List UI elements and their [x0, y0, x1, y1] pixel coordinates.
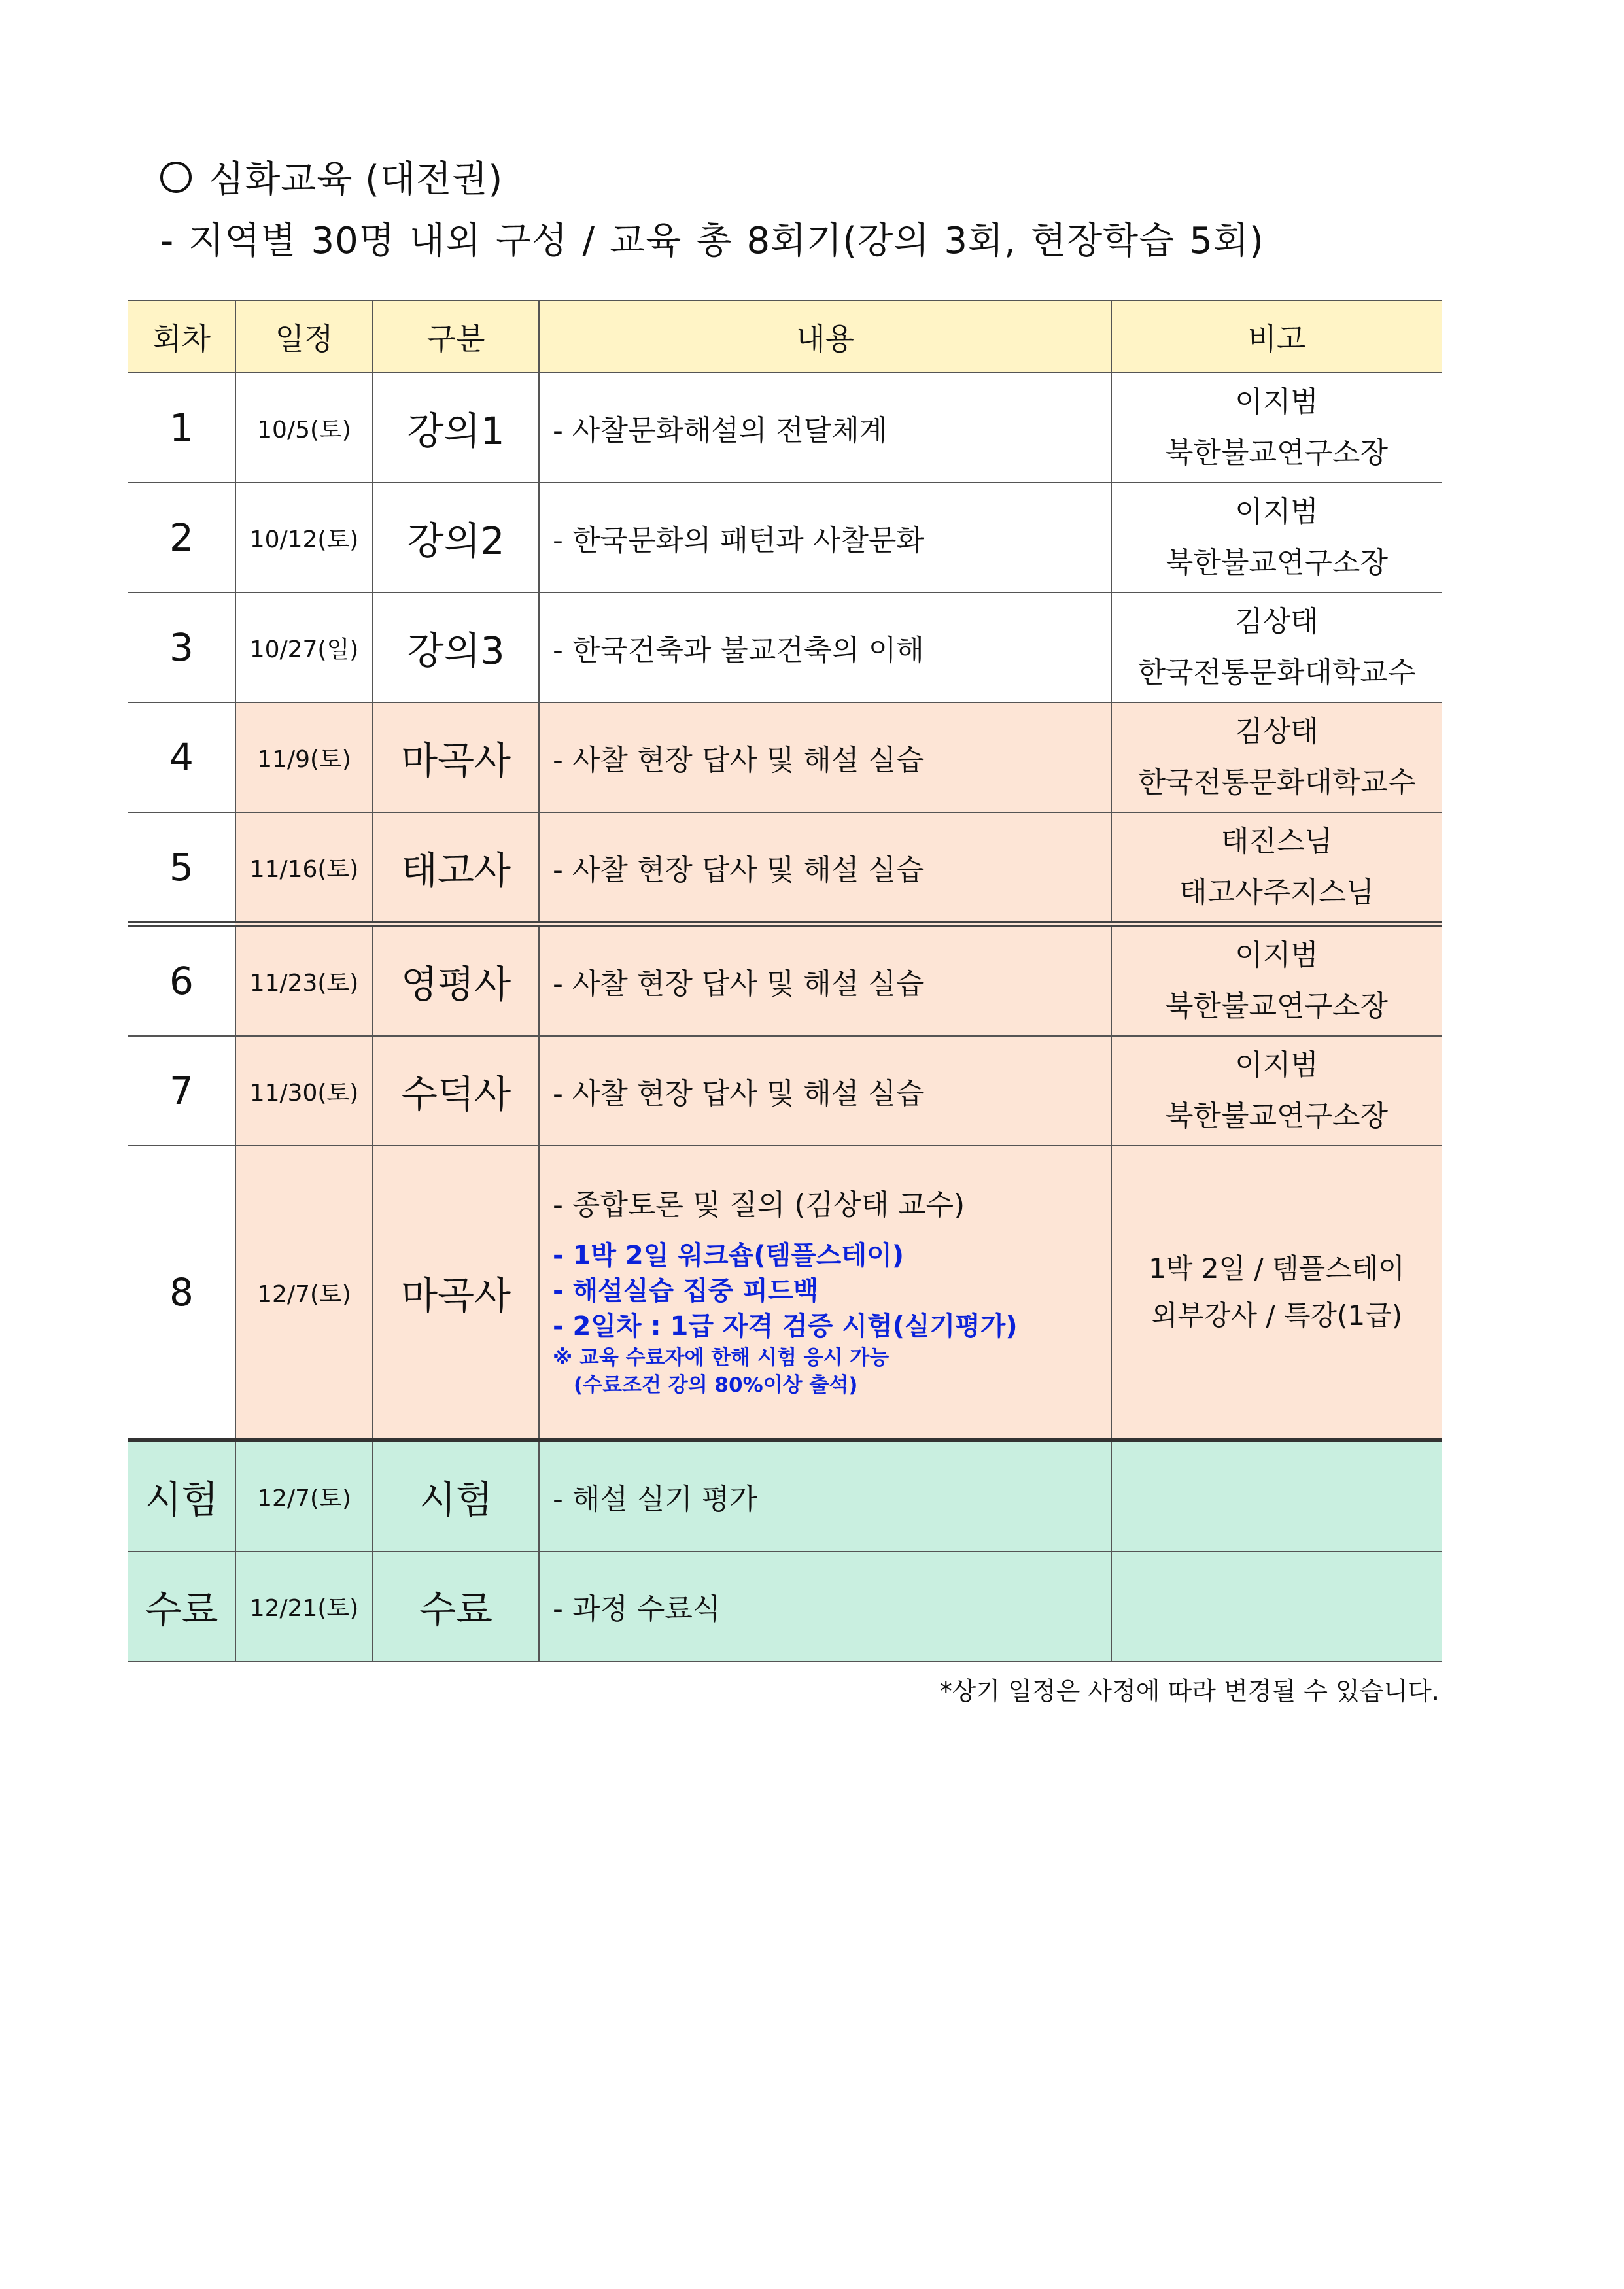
session-type: 강의3 — [373, 593, 539, 702]
section-title-text: 심화교육 (대전권) — [209, 158, 504, 201]
instructor-name: 김상태 — [1235, 605, 1319, 638]
session-date: 11/23(토) — [235, 924, 373, 1036]
instructor-name: 이지범 — [1235, 1048, 1319, 1082]
session-note — [1111, 593, 1442, 702]
session-type: 영평사 — [373, 924, 539, 1036]
subtitle-word: 총 — [696, 220, 733, 262]
subtitle-word: 내외 — [409, 220, 482, 262]
session-note — [1111, 1551, 1442, 1661]
table-row — [128, 373, 1442, 483]
session-content: - 과정 수료식 — [539, 1551, 1111, 1661]
section-title — [160, 157, 503, 203]
instructor-name: 이지범 — [1235, 385, 1319, 419]
instructor-title: 북한불교연구소장 — [1165, 990, 1389, 1023]
instructor-title: 북한불교연구소장 — [1165, 436, 1389, 470]
subtitle-word: 지역별 — [188, 220, 297, 262]
session-note — [1111, 924, 1442, 1036]
table-header-row — [128, 301, 1442, 373]
session-date: 12/7(토) — [235, 1146, 373, 1440]
subtitle-word: 현장학습 — [1030, 220, 1175, 262]
session-content: - 한국건축과 불교건축의 이해 — [539, 593, 1111, 702]
session-content: - 사찰문화해설의 전달체계 — [539, 373, 1111, 483]
session-date: 11/30(토) — [235, 1036, 373, 1146]
instructor-title: 북한불교연구소장 — [1165, 546, 1389, 579]
instructor-title: 태고사주지스님 — [1179, 876, 1374, 909]
session-date: 10/12(토) — [235, 483, 373, 593]
session-type: 마곡사 — [373, 702, 539, 812]
subtitle-word: 8회기(강의 — [746, 220, 930, 262]
header-date: 일정 — [235, 301, 373, 373]
table-row — [128, 702, 1442, 812]
section-subtitle — [160, 218, 1264, 264]
session-type: 수덕사 — [373, 1036, 539, 1146]
circle-bullet-icon — [160, 162, 192, 193]
session-note — [1111, 1146, 1442, 1440]
session-date: 12/21(토) — [235, 1551, 373, 1661]
session-content — [539, 1146, 1111, 1440]
session-number: 7 — [128, 1036, 235, 1146]
session-date: 11/16(토) — [235, 812, 373, 924]
table-row — [128, 812, 1442, 924]
session-number: 6 — [128, 924, 235, 1036]
session-note — [1111, 702, 1442, 812]
session-type: 마곡사 — [373, 1146, 539, 1440]
subtitle-word: 3회, — [944, 220, 1016, 262]
session-number: 3 — [128, 593, 235, 702]
content-main-line: - 종합토론 및 질의 (김상태 교수) — [553, 1188, 965, 1222]
session-note — [1111, 373, 1442, 483]
highlight-line: - 1박 2일 워크숍(템플스테이) — [553, 1241, 905, 1271]
session-type: 강의1 — [373, 373, 539, 483]
session-number: 수료 — [128, 1551, 235, 1661]
instructor-name: 김상태 — [1235, 715, 1319, 748]
header-content: 내용 — [539, 301, 1111, 373]
session-number: 4 — [128, 702, 235, 812]
session-type: 태고사 — [373, 812, 539, 924]
instructor-name: 태진스님 — [1220, 825, 1332, 858]
session-content: - 사찰 현장 답사 및 해설 실습 — [539, 1036, 1111, 1146]
instructor-title: 한국전통문화대학교수 — [1137, 766, 1416, 799]
session-content: - 사찰 현장 답사 및 해설 실습 — [539, 812, 1111, 924]
subtitle-word: 30명 — [311, 220, 395, 262]
session-date: 12/7(토) — [235, 1440, 373, 1551]
subtitle-word: 구성 — [496, 220, 568, 262]
session-date: 10/5(토) — [235, 373, 373, 483]
session-date: 10/27(일) — [235, 593, 373, 702]
subtitle-word: - — [160, 220, 175, 262]
table-row — [128, 1036, 1442, 1146]
session-number: 1 — [128, 373, 235, 483]
session-number: 5 — [128, 812, 235, 924]
session-number: 8 — [128, 1146, 235, 1440]
subtitle-word: / — [582, 220, 596, 262]
footnote: *상기 일정은 사정에 따라 변경될 수 있습니다. — [939, 1677, 1440, 1706]
highlight-line: - 2일차 : 1급 자격 검증 시험(실기평가) — [553, 1311, 1018, 1341]
note-line: (수료조건 강의 80%이상 출석) — [574, 1373, 858, 1397]
highlight-line: - 해설실습 집중 피드백 — [553, 1276, 819, 1306]
session-type: 수료 — [373, 1551, 539, 1661]
session-content: - 사찰 현장 답사 및 해설 실습 — [539, 702, 1111, 812]
session-note — [1111, 1036, 1442, 1146]
subtitle-word: 5회) — [1189, 220, 1264, 262]
session-content: - 해설 실기 평가 — [539, 1440, 1111, 1551]
header-note: 비고 — [1111, 301, 1442, 373]
schedule-table — [128, 300, 1442, 1662]
session-content: - 사찰 현장 답사 및 해설 실습 — [539, 924, 1111, 1036]
table-row — [128, 1146, 1442, 1440]
session-type: 시험 — [373, 1440, 539, 1551]
instructor-name: 이지범 — [1235, 938, 1319, 972]
session-number: 2 — [128, 483, 235, 593]
instructor-name: 이지범 — [1235, 495, 1319, 528]
table-row — [128, 924, 1442, 1036]
session-note — [1111, 483, 1442, 593]
session-note — [1111, 1440, 1442, 1551]
table-row — [128, 593, 1442, 702]
header-session: 회차 — [128, 301, 235, 373]
session-note — [1111, 812, 1442, 924]
table-row — [128, 483, 1442, 593]
session-date: 11/9(토) — [235, 702, 373, 812]
header-type: 구분 — [373, 301, 539, 373]
session-content: - 한국문화의 패턴과 사찰문화 — [539, 483, 1111, 593]
note-line: 외부강사 / 특강(1급) — [1150, 1299, 1403, 1332]
instructor-title: 북한불교연구소장 — [1165, 1099, 1389, 1133]
table-row — [128, 1440, 1442, 1551]
session-number: 시험 — [128, 1440, 235, 1551]
session-type: 강의2 — [373, 483, 539, 593]
subtitle-word: 교육 — [610, 220, 682, 262]
table-row — [128, 1551, 1442, 1661]
instructor-title: 한국전통문화대학교수 — [1137, 656, 1416, 689]
note-line: ※ 교육 수료자에 한해 시험 응시 가능 — [553, 1346, 890, 1369]
note-line: 1박 2일 / 템플스테이 — [1149, 1252, 1405, 1284]
